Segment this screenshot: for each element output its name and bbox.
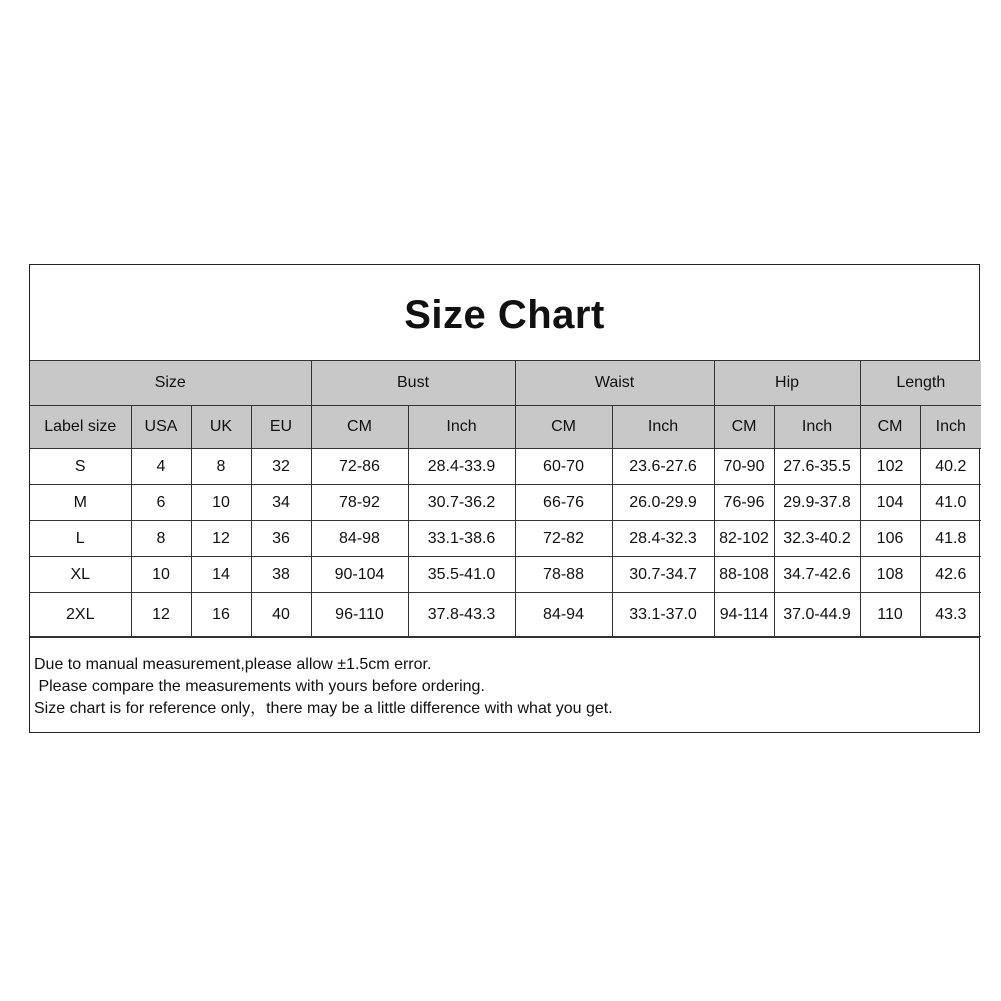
sub-header-waist-cm: CM bbox=[515, 406, 612, 449]
sub-header-bust-inch: Inch bbox=[408, 406, 515, 449]
table-cell: XL bbox=[30, 557, 131, 593]
table-cell: S bbox=[30, 449, 131, 485]
table-cell: 23.6-27.6 bbox=[612, 449, 714, 485]
table-cell: 40.2 bbox=[920, 449, 981, 485]
table-cell: 10 bbox=[191, 485, 251, 521]
group-header-size: Size bbox=[30, 361, 311, 406]
note-line: Please compare the measurements with yours before ordering. bbox=[34, 678, 485, 695]
table-cell: 96-110 bbox=[311, 593, 408, 637]
table-cell: 78-92 bbox=[311, 485, 408, 521]
table-cell: 12 bbox=[191, 521, 251, 557]
table-cell: 94-114 bbox=[714, 593, 774, 637]
table-cell: 37.0-44.9 bbox=[774, 593, 860, 637]
table-cell: 35.5-41.0 bbox=[408, 557, 515, 593]
table-row bbox=[30, 449, 981, 485]
table-row bbox=[30, 557, 981, 593]
group-header-bust: Bust bbox=[311, 361, 515, 406]
sub-header-waist-inch: Inch bbox=[612, 406, 714, 449]
table-cell: 90-104 bbox=[311, 557, 408, 593]
sub-header-eu: EU bbox=[251, 406, 311, 449]
sub-header-hip-cm: CM bbox=[714, 406, 774, 449]
table-cell: 12 bbox=[131, 593, 191, 637]
table-cell: 72-82 bbox=[515, 521, 612, 557]
sub-header-hip-inch: Inch bbox=[774, 406, 860, 449]
sub-header-label-size: Label size bbox=[30, 406, 131, 449]
size-table bbox=[30, 361, 981, 637]
table-cell: 82-102 bbox=[714, 521, 774, 557]
table-cell: 108 bbox=[860, 557, 920, 593]
table-cell: 32.3-40.2 bbox=[774, 521, 860, 557]
table-cell: 60-70 bbox=[515, 449, 612, 485]
table-cell: L bbox=[30, 521, 131, 557]
table-row bbox=[30, 593, 981, 637]
table-cell: 33.1-38.6 bbox=[408, 521, 515, 557]
table-cell: 88-108 bbox=[714, 557, 774, 593]
table-cell: 41.8 bbox=[920, 521, 981, 557]
table-cell: 34 bbox=[251, 485, 311, 521]
table-cell: 106 bbox=[860, 521, 920, 557]
table-cell: 29.9-37.8 bbox=[774, 485, 860, 521]
group-header-length: Length bbox=[860, 361, 981, 406]
size-chart bbox=[29, 264, 980, 733]
table-cell: 66-76 bbox=[515, 485, 612, 521]
table-cell: 76-96 bbox=[714, 485, 774, 521]
table-cell: M bbox=[30, 485, 131, 521]
sub-header-usa: USA bbox=[131, 406, 191, 449]
table-cell: 70-90 bbox=[714, 449, 774, 485]
table-cell: 34.7-42.6 bbox=[774, 557, 860, 593]
table-cell: 42.6 bbox=[920, 557, 981, 593]
table-cell: 36 bbox=[251, 521, 311, 557]
table-cell: 8 bbox=[131, 521, 191, 557]
table-cell: 38 bbox=[251, 557, 311, 593]
title-row bbox=[30, 265, 979, 361]
table-cell: 78-88 bbox=[515, 557, 612, 593]
table-cell: 10 bbox=[131, 557, 191, 593]
notes-section bbox=[30, 637, 979, 732]
note-line: Size chart is for reference only，there may be a little difference with what you get. bbox=[34, 700, 613, 717]
table-cell: 43.3 bbox=[920, 593, 981, 637]
table-cell: 32 bbox=[251, 449, 311, 485]
table-cell: 102 bbox=[860, 449, 920, 485]
table-cell: 4 bbox=[131, 449, 191, 485]
chart-title: Size Chart bbox=[404, 293, 605, 337]
table-cell: 16 bbox=[191, 593, 251, 637]
table-cell: 41.0 bbox=[920, 485, 981, 521]
table-cell: 72-86 bbox=[311, 449, 408, 485]
table-cell: 2XL bbox=[30, 593, 131, 637]
group-header-row bbox=[30, 361, 981, 406]
table-cell: 40 bbox=[251, 593, 311, 637]
table-cell: 104 bbox=[860, 485, 920, 521]
table-cell: 6 bbox=[131, 485, 191, 521]
table-row bbox=[30, 521, 981, 557]
table-cell: 110 bbox=[860, 593, 920, 637]
table-cell: 8 bbox=[191, 449, 251, 485]
table-cell: 28.4-32.3 bbox=[612, 521, 714, 557]
table-cell: 84-94 bbox=[515, 593, 612, 637]
table-cell: 26.0-29.9 bbox=[612, 485, 714, 521]
group-header-hip: Hip bbox=[714, 361, 860, 406]
sub-header-length-cm: CM bbox=[860, 406, 920, 449]
table-cell: 30.7-36.2 bbox=[408, 485, 515, 521]
table-row bbox=[30, 485, 981, 521]
table-cell: 30.7-34.7 bbox=[612, 557, 714, 593]
table-cell: 33.1-37.0 bbox=[612, 593, 714, 637]
table-cell: 27.6-35.5 bbox=[774, 449, 860, 485]
note-line: Due to manual measurement,please allow ±1.5cm error. bbox=[34, 656, 432, 673]
table-cell: 28.4-33.9 bbox=[408, 449, 515, 485]
table-cell: 14 bbox=[191, 557, 251, 593]
sub-header-bust-cm: CM bbox=[311, 406, 408, 449]
sub-header-length-inch: Inch bbox=[920, 406, 981, 449]
sub-header-uk: UK bbox=[191, 406, 251, 449]
group-header-waist: Waist bbox=[515, 361, 714, 406]
sub-header-row bbox=[30, 406, 981, 449]
table-cell: 84-98 bbox=[311, 521, 408, 557]
table-cell: 37.8-43.3 bbox=[408, 593, 515, 637]
